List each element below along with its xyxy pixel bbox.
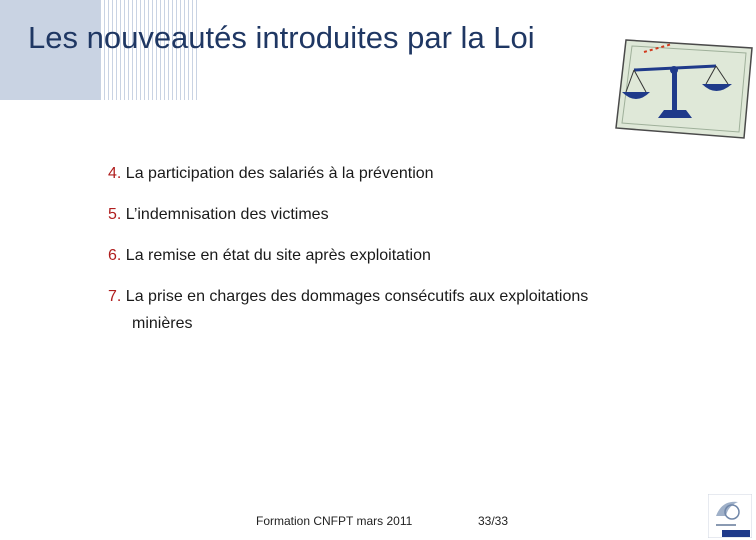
item-continuation: minières [132, 315, 193, 332]
item-number: 6. [108, 247, 122, 264]
list-item [108, 160, 708, 187]
item-number: 5. [108, 206, 122, 223]
item-text: La remise en état du site après exploitation [125, 247, 431, 264]
item-number: 7. [108, 288, 122, 305]
item-number: 4. [108, 165, 122, 182]
item-text: L’indemnisation des victimes [125, 206, 329, 223]
list-item [108, 283, 708, 337]
bullet-list [108, 160, 708, 351]
list-item [108, 242, 708, 269]
item-text: La participation des salariés à la prévention [125, 165, 434, 182]
scales-of-justice-icon [612, 30, 756, 150]
item-text: La prise en charges des dommages consécutifs aux exploitations [125, 288, 589, 305]
list-item [108, 201, 708, 228]
slide-title: Les nouveautés introduites par la Loi [28, 20, 535, 55]
page-number: 33/33 [478, 514, 509, 528]
footer-label: Formation CNFPT mars 2011 [256, 514, 413, 528]
cnfpt-logo-icon [708, 494, 752, 538]
